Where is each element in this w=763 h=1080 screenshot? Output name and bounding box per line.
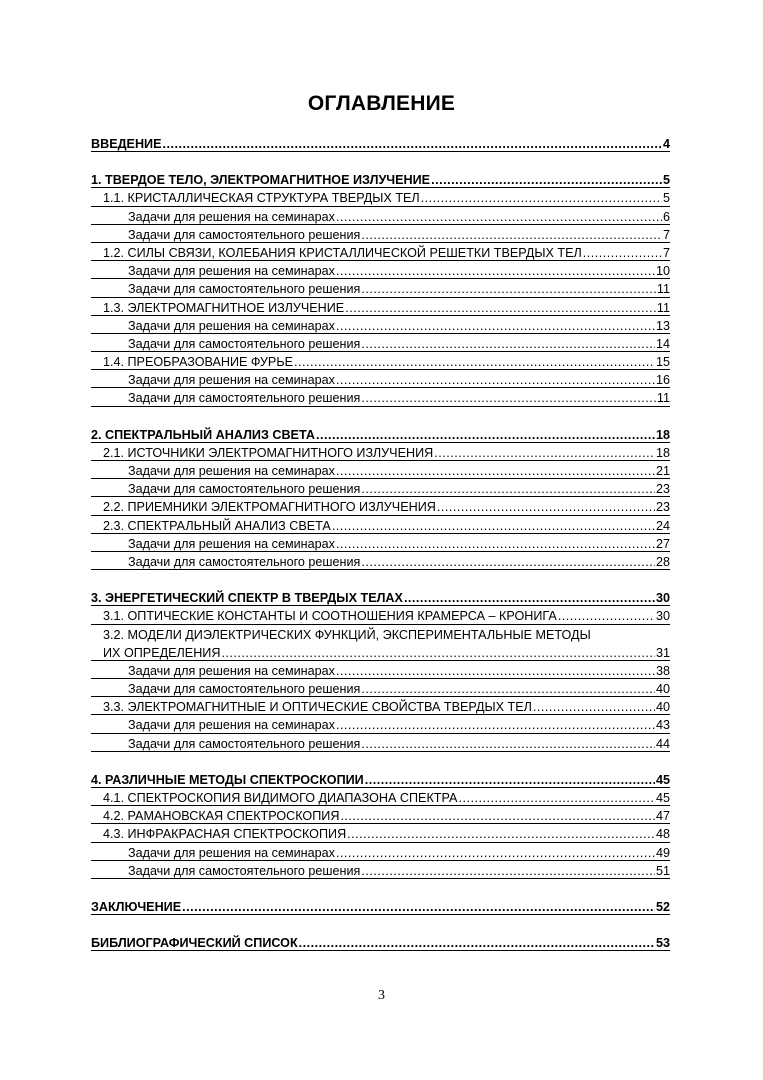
toc-section-entry[interactable] [91,789,670,807]
toc-entry-label: Задачи для решения на семинарах [128,373,335,388]
toc-entry-page: 53 [655,936,670,951]
section-gap [91,753,670,771]
dot-leader [361,735,655,753]
toc-entry-page: 48 [655,827,670,842]
toc-chapter-entry[interactable] [91,135,670,153]
toc-entry-page: 31 [655,645,670,660]
toc-exercise-entry[interactable] [91,735,670,753]
toc-exercise-entry[interactable] [91,280,670,298]
toc-entry-label: БИБЛИОГРАФИЧЕСКИЙ СПИСОК [91,936,298,951]
table-of-contents [91,135,670,952]
toc-entry-page: 30 [655,591,670,606]
dot-leader [361,226,662,244]
toc-entry-label: 3.3. ЭЛЕКТРОМАГНИТНЫЕ И ОПТИЧЕСКИЕ СВОЙСТВА ТВЕРДЫХ ТЕЛ [103,700,532,715]
dot-leader [336,462,655,480]
toc-entry-page: 11 [656,282,670,297]
toc-exercise-entry[interactable] [91,335,670,353]
toc-entry-label: 3. ЭНЕРГЕТИЧЕСКИЙ СПЕКТР В ТВЕРДЫХ ТЕЛАХ [91,591,403,606]
dot-leader [163,135,662,153]
dot-leader [361,280,656,298]
toc-entry-label: Задачи для самостоятельного решения [128,336,361,351]
toc-entry-label: Задачи для самостоятельного решения [128,282,361,297]
toc-section-entry[interactable] [91,825,670,843]
toc-entry-label: 1.2. СИЛЫ СВЯЗИ, КОЛЕБАНИЯ КРИСТАЛЛИЧЕСКОЙ РЕШЕТКИ ТВЕРДЫХ ТЕЛ [103,245,582,260]
toc-entry-label: ИХ ОПРЕДЕЛЕНИЯ [103,645,221,660]
dot-leader [361,553,655,571]
toc-chapter-entry[interactable] [91,934,670,952]
dot-leader [221,644,655,662]
toc-entry-page: 21 [655,464,670,478]
toc-entry-page: 7 [662,227,670,242]
dot-leader [332,517,655,535]
dot-leader [336,716,655,734]
toc-exercise-entry[interactable] [91,844,670,862]
toc-entry-label: 2.3. СПЕКТРАЛЬНЫЙ АНАЛИЗ СВЕТА [103,518,331,533]
dot-leader [431,171,662,189]
toc-entry-page: 10 [655,264,670,279]
toc-exercise-entry[interactable] [91,535,670,553]
toc-entry-label: Задачи для решения на семинарах [128,464,335,478]
toc-section-entry[interactable] [91,644,670,662]
toc-entry-page: 11 [656,300,670,315]
toc-section-entry[interactable] [91,698,670,716]
toc-section-entry[interactable] [91,189,670,207]
toc-entry-page: 7 [662,245,670,260]
toc-entry-page: 11 [656,391,670,406]
toc-entry-page: 24 [655,518,670,533]
toc-section-entry[interactable] [91,517,670,535]
dot-leader [583,244,662,262]
toc-entry-page: 45 [655,772,670,787]
toc-entry-page: 18 [655,427,670,442]
toc-chapter-entry[interactable] [91,171,670,189]
section-gap [91,571,670,589]
section-gap [91,408,670,426]
toc-entry-label: 3.2. МОДЕЛИ ДИЭЛЕКТРИЧЕСКИХ ФУНКЦИЙ, ЭКСПЕРИМЕНТАЛЬНЫЕ МЕТОДЫ [103,627,591,642]
toc-exercise-entry[interactable] [91,371,670,389]
dot-leader [437,498,655,516]
toc-entry-label: Задачи для самостоятельного решения [128,227,361,242]
dot-leader [294,353,655,371]
toc-entry-label: Задачи для решения на семинарах [128,209,335,224]
toc-entry-page: 15 [655,355,670,370]
toc-section-entry[interactable] [91,299,670,317]
toc-exercise-entry[interactable] [91,226,670,244]
toc-section-entry[interactable] [91,444,670,462]
toc-entry-page: 52 [655,899,670,914]
toc-entry-label: Задачи для самостоятельного решения [128,736,361,751]
toc-entry-label: Задачи для самостоятельного решения [128,391,361,406]
dot-leader [336,317,655,335]
section-gap [91,880,670,898]
toc-entry-label: 4.2. РАМАНОВСКАЯ СПЕКТРОСКОПИЯ [103,809,340,824]
section-gap [91,153,670,171]
toc-entry-page: 14 [655,336,670,351]
toc-exercise-entry[interactable] [91,317,670,335]
toc-entry-label: Задачи для решения на семинарах [128,718,335,733]
dot-leader [336,535,655,553]
dot-leader [336,208,662,226]
dot-leader [182,898,655,916]
toc-chapter-entry[interactable] [91,898,670,916]
dot-leader [365,771,655,789]
toc-entry-label: 1. ТВЕРДОЕ ТЕЛО, ЭЛЕКТРОМАГНИТНОЕ ИЗЛУЧЕНИЕ [91,173,431,188]
toc-exercise-entry[interactable] [91,716,670,734]
toc-entry-label: ЗАКЛЮЧЕНИЕ [91,899,182,914]
toc-entry-page: 5 [662,191,670,206]
dot-leader [361,680,655,698]
page-title: ОГЛАВЛЕНИЕ [307,92,456,115]
toc-exercise-entry[interactable] [91,680,670,698]
toc-entry-label: Задачи для решения на семинарах [128,318,335,333]
section-gap [91,916,670,934]
toc-entry-label: Задачи для решения на семинарах [128,264,335,279]
dot-leader [421,189,662,207]
toc-exercise-entry[interactable] [91,662,670,680]
toc-entry-page: 30 [655,609,670,624]
toc-chapter-entry[interactable] [91,771,670,789]
toc-entry-page: 45 [655,791,670,805]
toc-entry-page: 13 [655,318,670,333]
toc-entry-label: ВВЕДЕНИЕ [91,137,162,151]
toc-entry-page: 23 [655,500,670,515]
toc-entry-page: 27 [655,536,670,551]
page-number: 3 [378,988,385,1003]
toc-exercise-entry[interactable] [91,862,670,880]
toc-section-entry[interactable] [91,626,670,644]
toc-entry-page: 28 [655,554,670,569]
toc-entry-label: Задачи для самостоятельного решения [128,863,361,878]
dot-leader [361,389,656,407]
toc-entry-label: 4. РАЗЛИЧНЫЕ МЕТОДЫ СПЕКТРОСКОПИИ [91,772,364,787]
toc-entry-label: 1.1. КРИСТАЛЛИЧЕСКАЯ СТРУКТУРА ТВЕРДЫХ ТЕЛ [103,191,420,206]
toc-exercise-entry[interactable] [91,389,670,407]
toc-entry-label: Задачи для решения на семинарах [128,536,335,551]
toc-entry-page: 16 [655,373,670,388]
dot-leader [347,825,655,843]
toc-section-entry[interactable] [91,607,670,625]
dot-leader [361,862,655,880]
dot-leader [361,480,655,498]
dot-leader [558,607,655,625]
toc-entry-label: Задачи для решения на семинарах [128,663,335,678]
toc-entry-page: 4 [662,137,670,151]
dot-leader [458,789,655,807]
toc-entry-label: 2.2. ПРИЕМНИКИ ЭЛЕКТРОМАГНИТНОГО ИЗЛУЧЕНИЯ [103,500,436,515]
dot-leader [336,371,655,389]
toc-entry-page: 5 [662,173,670,188]
dot-leader [299,934,655,952]
toc-entry-label: Задачи для самостоятельного решения [128,682,361,697]
toc-entry-page: 38 [655,663,670,678]
toc-entry-page: 40 [655,682,670,697]
toc-entry-page: 51 [655,863,670,878]
toc-section-entry[interactable] [91,807,670,825]
toc-exercise-entry[interactable] [91,480,670,498]
toc-entry-label: 1.3. ЭЛЕКТРОМАГНИТНОЕ ИЗЛУЧЕНИЕ [103,300,345,315]
toc-entry-page: 40 [655,700,670,715]
dot-leader [345,299,656,317]
dot-leader [336,844,655,862]
dot-leader [533,698,655,716]
toc-entry-page: 18 [655,445,670,460]
toc-exercise-entry[interactable] [91,553,670,571]
dot-leader [336,662,655,680]
toc-entry-label: 3.1. ОПТИЧЕСКИЕ КОНСТАНТЫ И СООТНОШЕНИЯ КРАМЕРСА – КРОНИГА [103,609,557,624]
toc-entry-label: Задачи для решения на семинарах [128,845,335,860]
dot-leader [361,335,655,353]
toc-entry-label: 4.1. СПЕКТРОСКОПИЯ ВИДИМОГО ДИАПАЗОНА СПЕКТРА [103,791,458,805]
toc-entry-page: 6 [662,209,670,224]
toc-entry-label: 1.4. ПРЕОБРАЗОВАНИЕ ФУРЬЕ [103,355,293,370]
toc-entry-page: 47 [655,809,670,824]
toc-entry-label: 2.1. ИСТОЧНИКИ ЭЛЕКТРОМАГНИТНОГО ИЗЛУЧЕНИЯ [103,445,434,460]
toc-section-entry[interactable] [91,498,670,516]
dot-leader [404,589,655,607]
toc-entry-page: 44 [655,736,670,751]
toc-entry-label: Задачи для самостоятельного решения [128,554,361,569]
toc-section-entry[interactable] [91,244,670,262]
toc-entry-label: 4.3. ИНФРАКРАСНАЯ СПЕКТРОСКОПИЯ [103,827,347,842]
toc-section-entry[interactable] [91,353,670,371]
dot-leader [316,426,655,444]
toc-entry-label: Задачи для самостоятельного решения [128,482,361,497]
toc-entry-label: 2. СПЕКТРАЛЬНЫЙ АНАЛИЗ СВЕТА [91,427,315,442]
dot-leader [434,444,655,462]
toc-entry-page: 43 [655,718,670,733]
toc-chapter-entry[interactable] [91,426,670,444]
toc-chapter-entry[interactable] [91,589,670,607]
dot-leader [340,807,655,825]
dot-leader [336,262,655,280]
toc-exercise-entry[interactable] [91,262,670,280]
toc-exercise-entry[interactable] [91,208,670,226]
toc-entry-page: 49 [655,845,670,860]
toc-entry-page: 23 [655,482,670,497]
toc-exercise-entry[interactable] [91,462,670,480]
